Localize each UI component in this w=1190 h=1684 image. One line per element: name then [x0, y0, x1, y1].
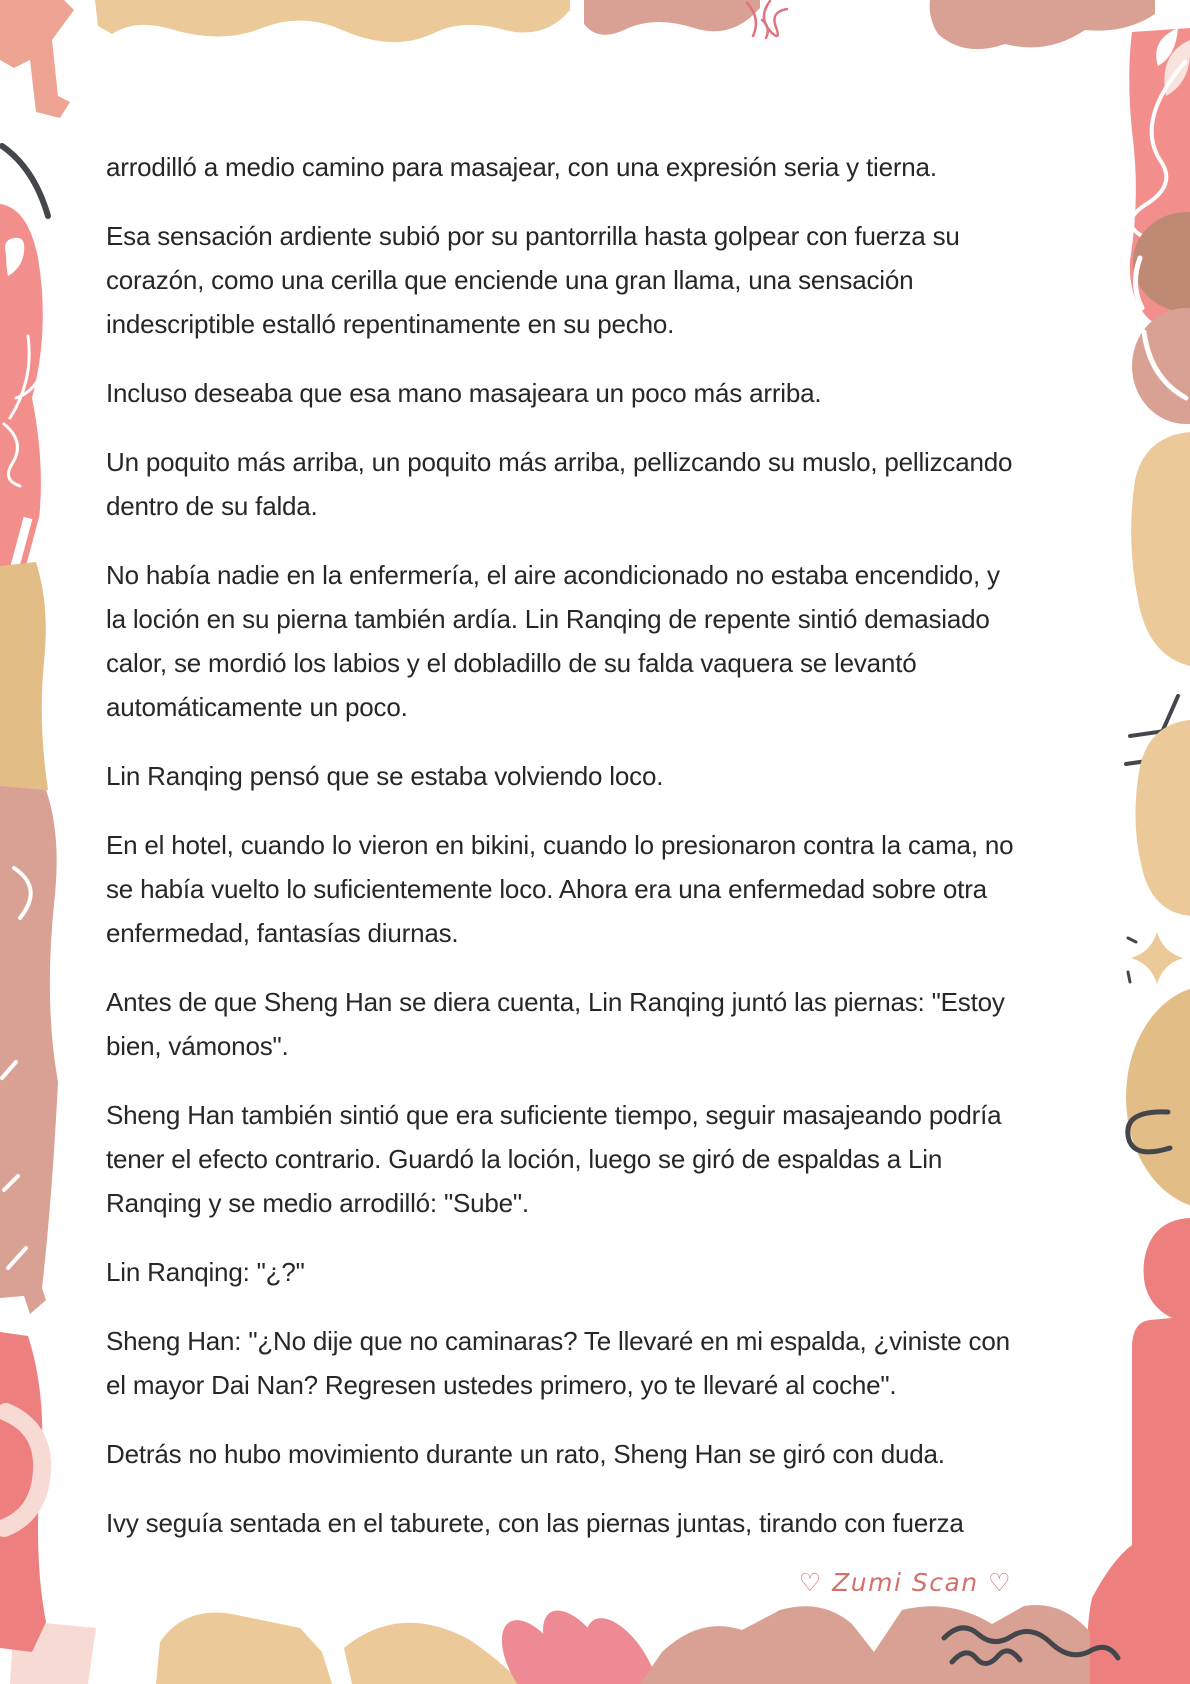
top-dusty-band: [584, 0, 760, 35]
top-right-dusty-band: [930, 0, 1155, 49]
paragraph: Sheng Han también sintió que era suficiente tiempo, seguir masajeando podría tener el efecto contrario. Guardó la loción, luego se giró de espaldas a Lin Ranqing y se medio arrodilló: "Sube".: [106, 1100, 1002, 1218]
right-tan-blob-2: [1135, 720, 1190, 916]
paragraph: Esa sensación ardiente subió por su pantorrilla hasta golpear con fuerza su corazón, como una cerilla que enciende una gran llama, una sensación indescriptible estalló repentinamente en su pecho.: [106, 221, 960, 339]
paragraph: Antes de que Sheng Han se diera cuenta, Lin Ranqing juntó las piernas: "Estoy bien, vámonos".: [106, 987, 1005, 1061]
page-text: [106, 145, 1020, 1570]
paragraph: En el hotel, cuando lo vieron en bikini, cuando lo presionaron contra la cama, no se había vuelto lo suficientemente loco. Ahora era una enfermedad sobre otra enfermedad, fantasías diurnas.: [106, 830, 1014, 948]
paragraph: Lin Ranqing pensó que se estaba volviendo loco.: [106, 761, 664, 791]
right-coral-column: [1086, 1218, 1190, 1684]
paragraph: arrodilló a medio camino para masajear, con una expresión seria y tierna.: [106, 152, 937, 182]
left-tan-column: [0, 562, 48, 792]
paragraph: Lin Ranqing: "¿?": [106, 1257, 305, 1287]
tick-doodles: [1128, 938, 1136, 982]
paragraph: Un poquito más arriba, un poquito más arriba, pellizcando su muslo, pellizcando dentro de su falda.: [106, 447, 1013, 521]
bottom-tan-shape: [156, 1613, 522, 1684]
bottom-dusty-shape: [640, 1605, 1090, 1684]
scan-credit: ♡ Zumi Scan ♡: [798, 1568, 1012, 1597]
right-tan-blob-1: [1131, 432, 1190, 666]
pink-scribble: [487, 1599, 672, 1684]
left-dusty-shape: [0, 786, 58, 1314]
paragraph: Sheng Han: "¿No dije que no caminaras? Te llevaré en mi espalda, ¿viniste con el mayor Dai Nan? Regresen ustedes primero, yo te llevaré al coche".: [106, 1326, 1010, 1400]
right-dusty-circle: [1132, 308, 1190, 424]
paragraph: Detrás no hubo movimiento durante un rato, Sheng Han se giró con duda.: [106, 1439, 945, 1469]
top-left-salmon-shape: [0, 0, 74, 118]
sparkle-icon: [1131, 932, 1183, 984]
right-tan-circle: [1126, 985, 1190, 1209]
paragraph: Ivy seguía sentada en el taburete, con las piernas juntas, tirando con fuerza: [106, 1508, 964, 1538]
paragraph: Incluso deseaba que esa mano masajeara un poco más arriba.: [106, 378, 822, 408]
top-tan-band: [95, 0, 570, 42]
paragraph: No había nadie en la enfermería, el aire acondicionado no estaba encendido, y la loción en su pierna también ardía. Lin Ranqing de repente sintió demasiado calor, se mordió los labios y el dobladillo de su falda vaquera se levantó automáticamente un poco.: [106, 560, 1000, 722]
left-swoosh-doodle: [2, 146, 48, 216]
